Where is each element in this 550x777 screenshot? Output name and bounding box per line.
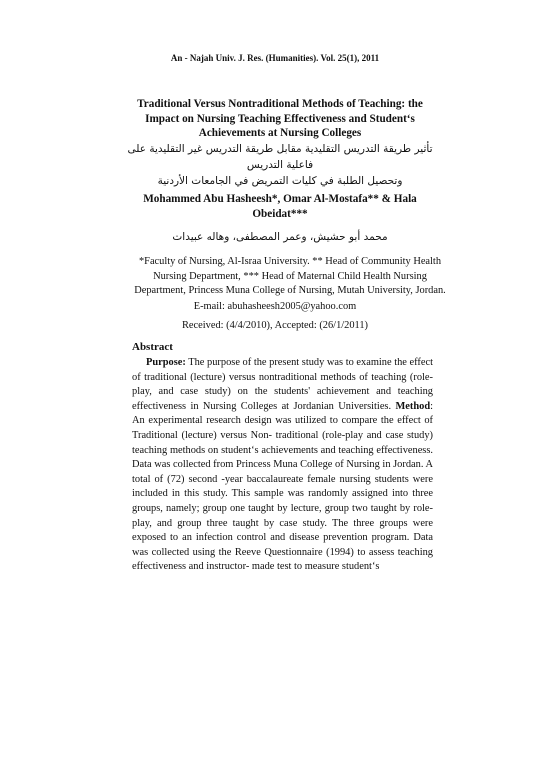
abstract-heading: Abstract <box>132 341 173 353</box>
paper-title-arabic-line-1: تأثير طريقة التدريس التقليدية مقابل طريقة التدريس غير التقليدية على فاعلية التدريس <box>127 143 433 171</box>
received-dates: Received: (4/4/2010), Accepted: (26/1/2011) <box>181 320 369 331</box>
abstract-body <box>132 356 433 575</box>
paper-title: Traditional Versus Nontraditional Methods of Teaching: the Impact on Nursing Teaching Effectiveness and Student‘s Achievements at Nursing Colleges <box>137 98 423 139</box>
contact-email: E-mail: abuhasheesh2005@yahoo.com <box>193 301 357 312</box>
authors: Mohammed Abu Hasheesh*, Omar Al-Mostafa** & Hala Obeidat*** <box>143 193 417 220</box>
method-label: Method <box>395 400 431 412</box>
authors-arabic: محمد أبو حشيش، وعمر المصطفى، وهاله عبيدات <box>172 231 388 243</box>
purpose-text: The purpose of the present study was to examine the effect of traditional (lecture) versus nontraditional methods of teaching (role-play, and case study) on the students' achievement and teaching effectiveness in Nursing Colleges at Jordanian Universities. <box>132 357 433 412</box>
affiliations: *Faculty of Nursing, Al-Israa University. ** Head of Community Health Nursing Department, *** Head of Maternal Child Health Nursing Department, Princess Muna College of Nursing, Mutah University, Jordan. <box>134 256 446 296</box>
method-text: : An experimental research design was utilized to compare the effect of Traditional (lecture) versus Non- traditional (role-play and case study) teaching methods on student‘s achievements and teaching effectiveness. Data was collected from Princess Muna College of Nursing in Jordan. A total of (72) second -year baccalaureate female nursing students were included in this study. This sample was randomly assigned into three groups, namely; group one taught by lecture, group two taught by role-play, and group three taught by case study. The three groups were exposed to an infection control and disease prevention program. Data was collected using the Reeve Questionnaire (1994) to assess teaching effectiveness and instructor- made test to measure student‘s <box>132 400 433 573</box>
journal-header: An - Najah Univ. J. Res. (Humanities). Vol. 25(1), 2011 <box>170 53 380 63</box>
paper-title-arabic-line-2: وتحصيل الطلبة في كليات التمريض في الجامعات الأردنية <box>157 175 403 187</box>
purpose-label: Purpose: <box>146 357 186 368</box>
paper-title-arabic <box>120 141 440 189</box>
